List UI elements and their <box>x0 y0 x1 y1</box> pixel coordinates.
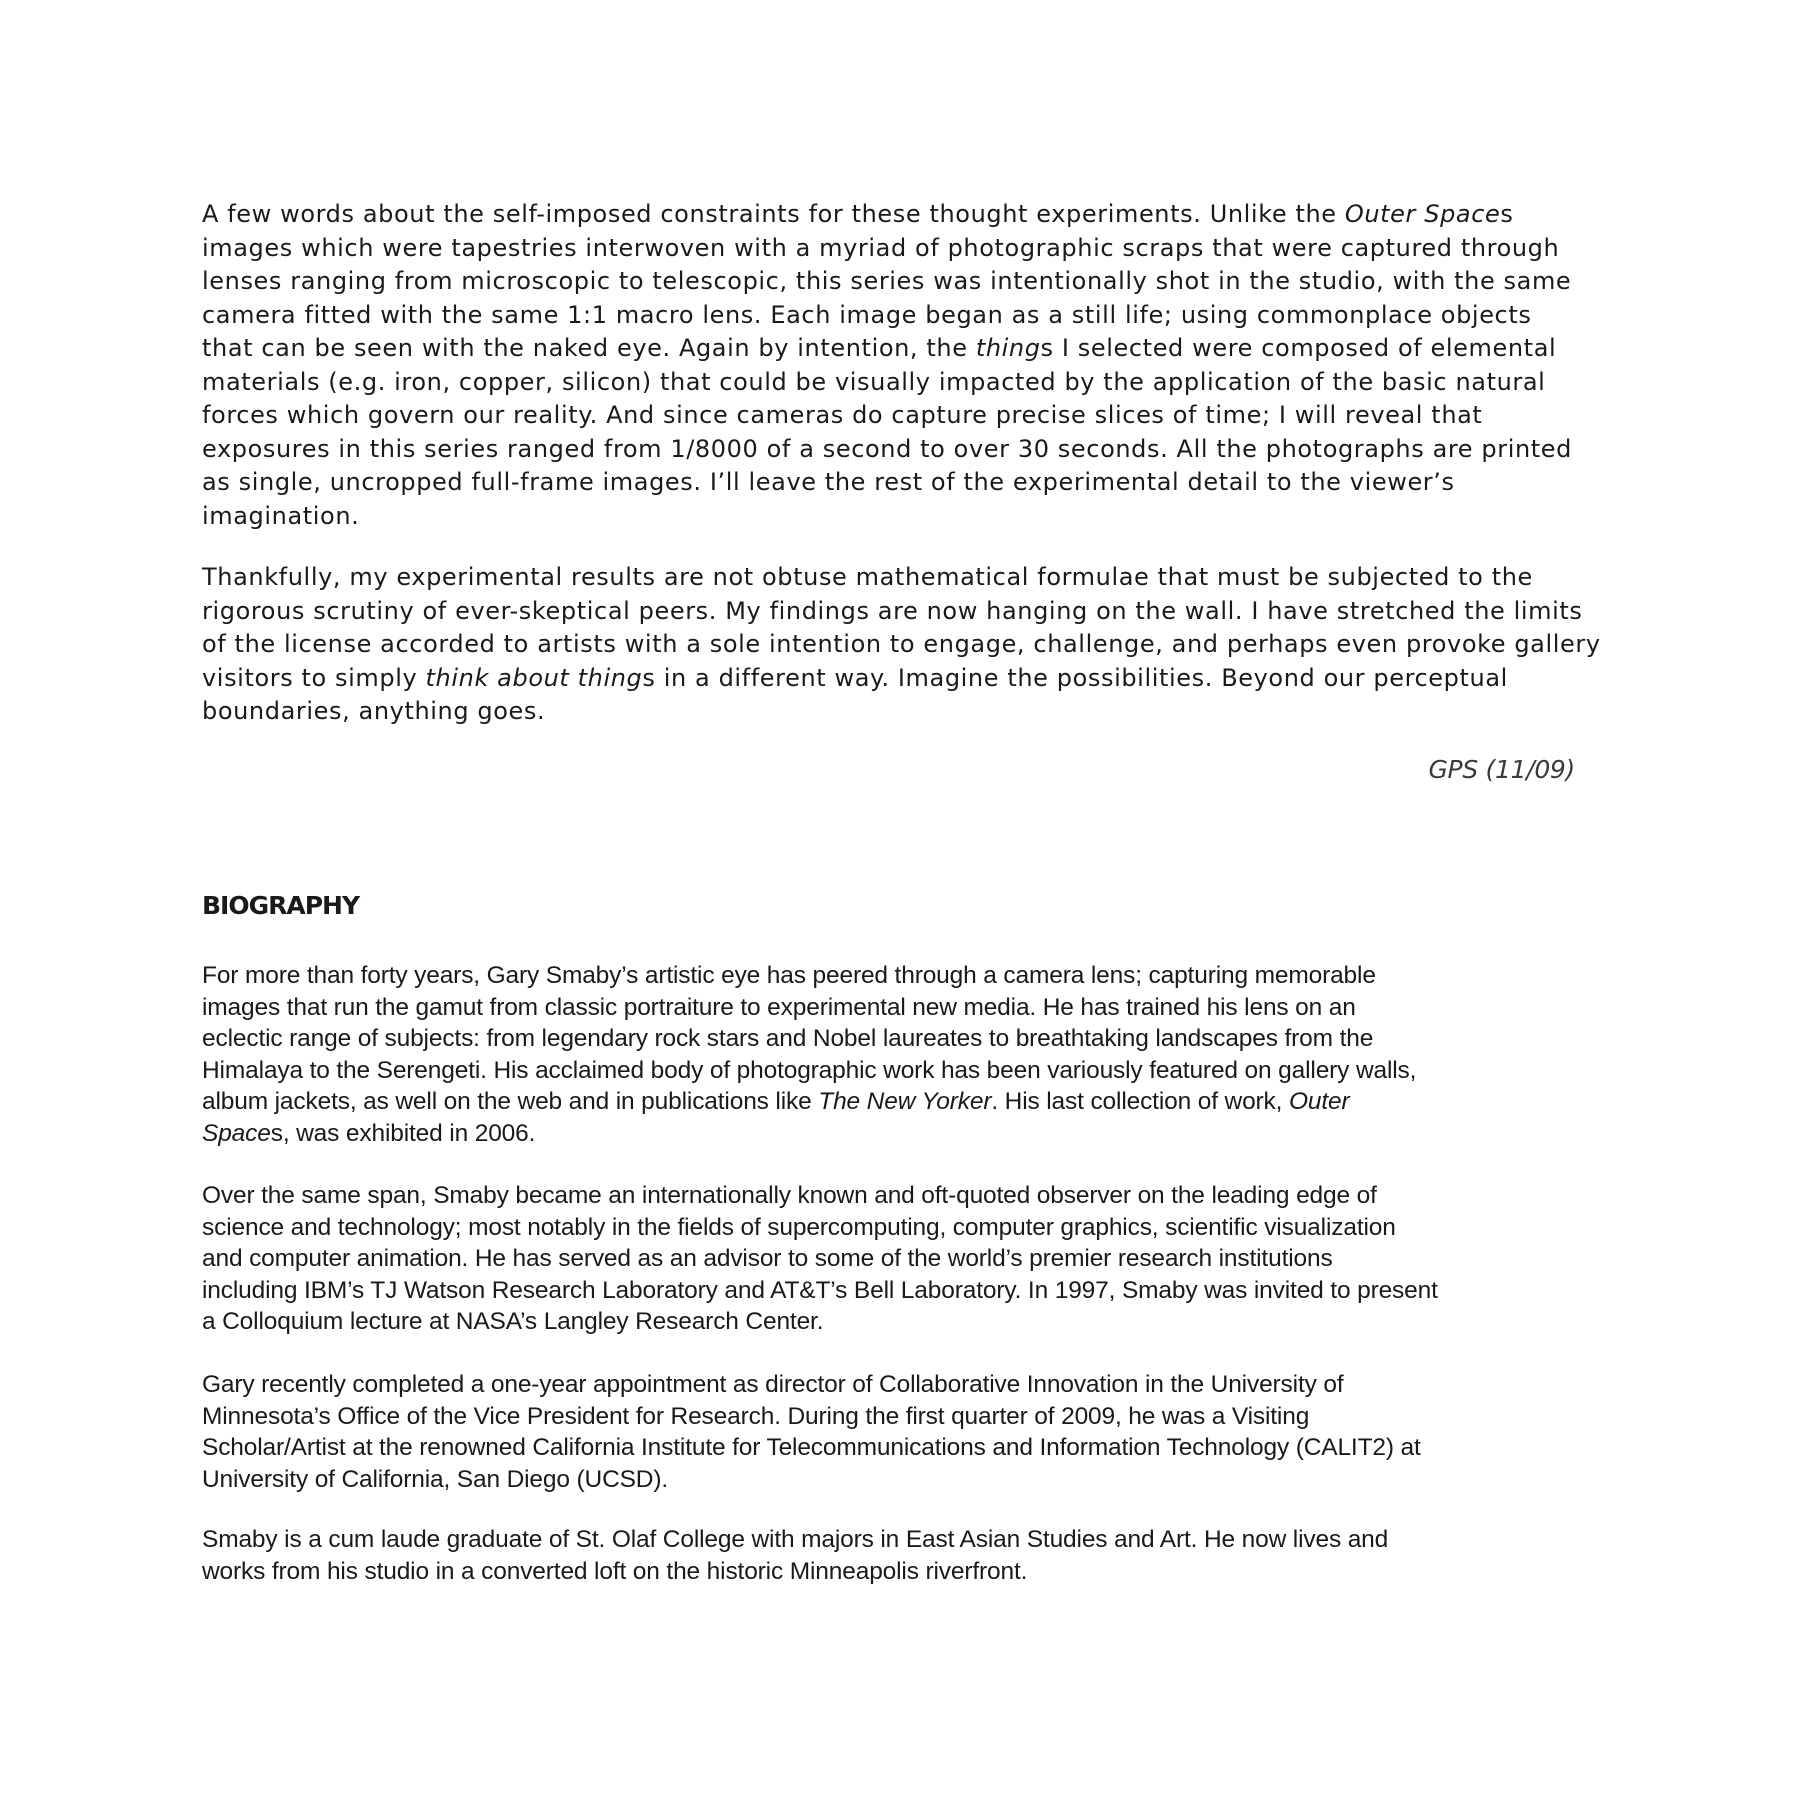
bio-paragraph-block-3 <box>202 1369 1602 1495</box>
text-line: Over the same span, Smaby became an internationally known and oft-quoted observer on the leading edge of <box>202 1182 1377 1209</box>
italic-text: think about thing <box>425 663 643 692</box>
italic-text: Space <box>202 1119 271 1147</box>
italic-text: Outer <box>1288 1088 1350 1116</box>
text-line: camera fitted with the same 1:1 macro lens. Each image began as a still life; using commonplace objects <box>202 300 1532 329</box>
intro-section-2 <box>202 561 1602 729</box>
bio-paragraph-3 <box>202 1369 1602 1495</box>
text-line: A few words about the self-imposed constraints for these thought experiments. Unlike the Outer Spaces <box>202 200 1514 228</box>
italic-text: thing <box>975 334 1041 362</box>
text-line: forces which govern our reality. And since cameras do capture precise slices of time; I will reveal that <box>202 401 1483 429</box>
text-line: of the license accorded to artists with a sole intention to engage, challenge, and perhaps even provoke gallery <box>202 630 1601 658</box>
bio-paragraph-2 <box>202 1180 1602 1338</box>
text-line: University of California, San Diego (UCSD). <box>202 1465 669 1493</box>
text-line: images that run the gamut from classic portraiture to experimental new media. He has trained his lens on an <box>202 993 1356 1021</box>
text-line: lenses ranging from microscopic to telescopic, this series was intentionally shot in the studio, with the same <box>202 267 1572 295</box>
intro-paragraph-1 <box>202 198 1602 533</box>
text-line: a Colloquium lecture at NASA’s Langley Research Center. <box>202 1308 824 1336</box>
bio-paragraph-1 <box>202 960 1602 1150</box>
text-line: For more than forty years, Gary Smaby’s artistic eye has peered through a camera lens; capturing memorable <box>202 962 1376 989</box>
bio-paragraph-block-1 <box>202 960 1602 1150</box>
text-line: boundaries, anything goes. <box>202 697 546 725</box>
text-line: Smaby is a cum laude graduate of St. Olaf College with majors in East Asian Studies and Art. He now lives and <box>202 1526 1389 1553</box>
text-line: Spaces, was exhibited in 2006. <box>202 1119 536 1147</box>
text-line: Scholar/Artist at the renowned California Institute for Telecommunications and Information Technology (CALIT2) at <box>202 1434 1421 1462</box>
text-line: eclectic range of subjects: from legendary rock stars and Nobel laureates to breathtaking landscapes from the <box>202 1025 1374 1053</box>
text-line: album jackets, as well on the web and in publications like The New Yorker. His last collection of work, Outer <box>202 1088 1350 1116</box>
text-line: imagination. <box>202 501 360 530</box>
intro-paragraph-2 <box>202 561 1602 729</box>
text-line: Thankfully, my experimental results are not obtuse mathematical formulae that must be subjected to the <box>202 563 1533 591</box>
bio-paragraph-block-2 <box>202 1180 1602 1338</box>
text-line: science and technology; most notably in the fields of supercomputing, computer graphics, scientific visualization <box>202 1213 1396 1241</box>
text-line: works from his studio in a converted loft on the historic Minneapolis riverfront. <box>202 1557 1028 1585</box>
text-line: Himalaya to the Serengeti. His acclaimed body of photographic work has been variously featured on gallery walls, <box>202 1056 1417 1084</box>
author-signature: GPS (11/09) <box>1428 755 1575 784</box>
text-line: exposures in this series ranged from 1/8000 of a second to over 30 seconds. All the photographs are printed <box>202 434 1572 463</box>
italic-text: Outer Space <box>1344 200 1501 228</box>
text-line: images which were tapestries interwoven with a myriad of photographic scraps that were captured through <box>202 233 1560 262</box>
intro-section <box>202 198 1602 533</box>
text-line: including IBM’s TJ Watson Research Laboratory and AT&T’s Bell Laboratory. In 1997, Smaby was invited to present <box>202 1276 1438 1304</box>
text-line: visitors to simply think about things in a different way. Imagine the possibilities. Beyond our perceptual <box>202 663 1508 692</box>
text-line: Gary recently completed a one-year appointment as director of Collaborative Innovation in the University of <box>202 1371 1344 1398</box>
bio-paragraph-4 <box>202 1524 1602 1587</box>
bio-paragraph-block-4 <box>202 1524 1602 1587</box>
text-line: Minnesota’s Office of the Vice President for Research. During the first quarter of 2009, he was a Visiting <box>202 1402 1310 1430</box>
text-line: rigorous scrutiny of ever-skeptical peers. My findings are now hanging on the wall. I have stretched the limits <box>202 596 1583 625</box>
text-line: that can be seen with the naked eye. Again by intention, the things I selected were composed of elemental <box>202 334 1557 362</box>
text-line: as single, uncropped full-frame images. I’ll leave the rest of the experimental detail to the viewer’s <box>202 468 1455 496</box>
biography-heading: BIOGRAPHY <box>202 891 360 920</box>
italic-text: The New Yorker <box>818 1088 992 1116</box>
text-line: materials (e.g. iron, copper, silicon) that could be visually impacted by the application of the basic natural <box>202 367 1546 396</box>
text-line: and computer animation. He has served as an advisor to some of the world’s premier research institutions <box>202 1245 1333 1273</box>
